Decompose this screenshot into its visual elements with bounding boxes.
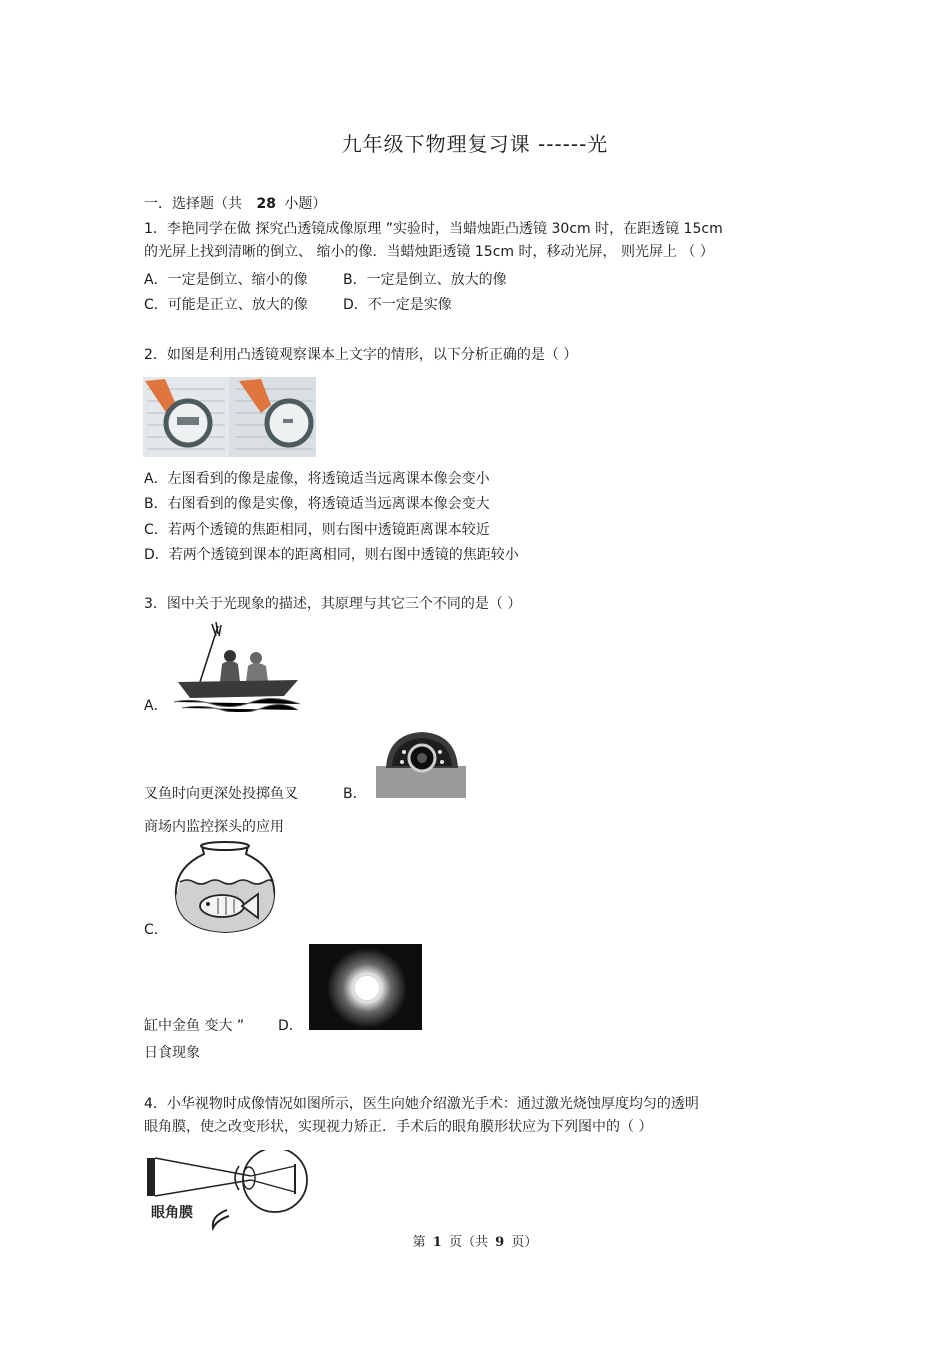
q1-option-c: C．可能是正立、放大的像	[144, 297, 308, 313]
q4-line2: 眼角膜，使之改变形状，实现视力矫正．手术后的眼角膜形状应为下列图中的（ ）	[144, 1119, 653, 1135]
section-suffix: 小题）	[284, 196, 327, 212]
footer-total-pages: 9	[495, 1235, 505, 1250]
q3-fish-bowl-image	[172, 838, 278, 936]
q2-option-c: C．若两个透镜的焦距相同，则右图中透镜距离课本较近	[144, 522, 490, 538]
q4-line1: 4．小华视物时成像情况如图所示，医生向她介绍激光手术：通过激光烧蚀厚度均匀的透明	[144, 1096, 699, 1112]
q3-option-c-label: C．	[144, 922, 168, 938]
q3-eclipse-image	[309, 944, 422, 1030]
section-label: 一．选择题（共	[144, 196, 242, 212]
q1-line1: 1．李艳同学在做 探究凸透镜成像原理 ”实验时，当蜡烛距凸透镜 30cm 时，在距透镜 15cm	[144, 221, 723, 237]
q1-option-d: D．不一定是实像	[343, 297, 452, 313]
q3-stem: 3．图中关于光现象的描述，其原理与其它三个不同的是（ ）	[144, 596, 522, 612]
q1-option-b: B．一定是倒立、放大的像	[343, 272, 507, 288]
page-footer	[0, 1231, 950, 1250]
page-title: 九年级下物理复习课 ------光	[341, 132, 609, 156]
q3-option-a-label: A．	[144, 698, 168, 714]
q3-security-camera-image	[374, 726, 468, 798]
section-count: 28	[256, 196, 276, 212]
q1-line2: 的光屏上找到清晰的倒立、 缩小的像．当蜡烛距透镜 15cm 时，移动光屏， 则光屏上 （ ）	[144, 244, 714, 260]
footer-middle: 页（共	[448, 1235, 488, 1250]
footer-page-number: 1	[432, 1235, 442, 1250]
q1-option-a: A．一定是倒立、缩小的像	[144, 272, 308, 288]
footer-suffix: 页）	[511, 1235, 538, 1250]
q2-stem: 2．如图是利用凸透镜观察课本上文字的情形，以下分析正确的是（ ）	[144, 347, 578, 363]
q3-caption-d: 日食现象	[144, 1045, 200, 1061]
section-header	[144, 194, 326, 214]
q3-caption-b: 商场内监控探头的应用	[144, 819, 284, 835]
q4-eye-diagram	[143, 1150, 311, 1232]
q4-cornea-label: 眼角膜	[151, 1205, 193, 1221]
q2-option-a: A．左图看到的像是虚像，将透镜适当远离课本像会变小	[144, 471, 490, 487]
q3-option-b-label: B．	[343, 786, 367, 802]
q2-option-b: B．右图看到的像是实像，将透镜适当远离课本像会变大	[144, 496, 490, 512]
q3-fisherman-boat-image	[172, 620, 304, 712]
footer-prefix: 第	[412, 1235, 426, 1250]
q3-option-d-label: D．	[278, 1018, 303, 1034]
q3-caption-c: 缸中金鱼 变大 ”	[144, 1018, 245, 1034]
q2-option-d: D．若两个透镜到课本的距离相同，则右图中透镜的焦距较小	[144, 547, 519, 563]
q3-caption-a: 叉鱼时向更深处投掷鱼叉	[144, 786, 298, 802]
q2-lens-photo	[143, 377, 316, 457]
